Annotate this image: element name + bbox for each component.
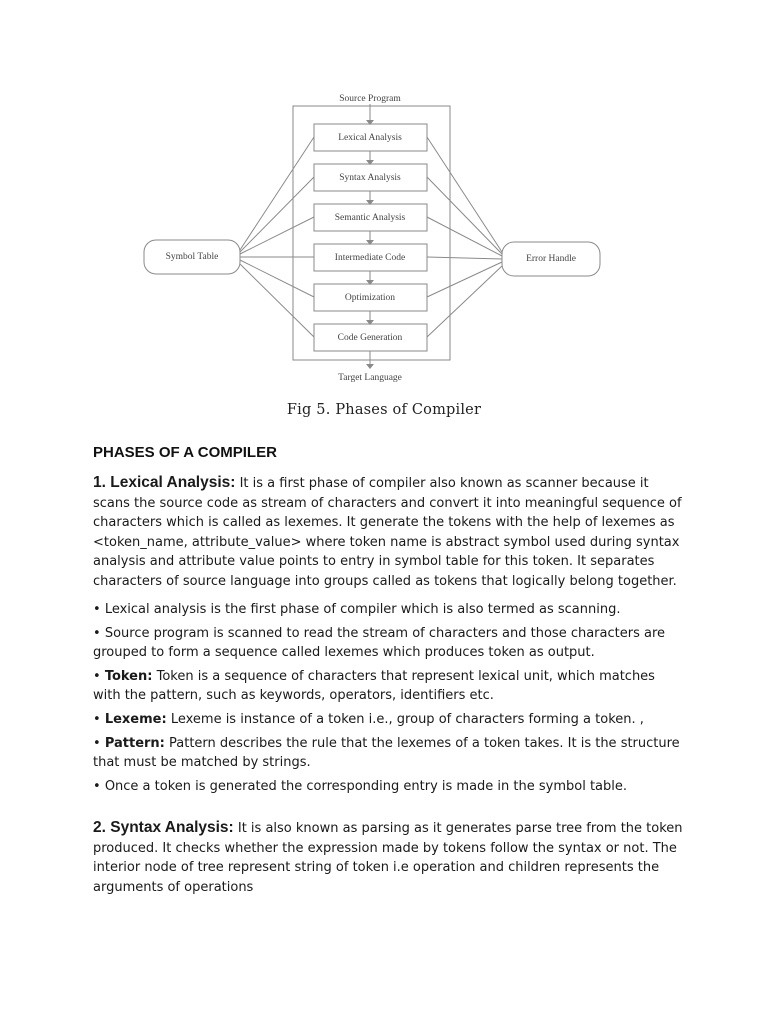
bullet-icon: •	[93, 669, 101, 684]
bullet-text: Lexeme is instance of a token i.e., group of characters forming a token. ,	[170, 712, 644, 727]
bullet-icon: •	[93, 736, 101, 751]
list-item	[93, 600, 683, 619]
phase-label: Semantic Analysis	[334, 213, 406, 223]
list-item	[93, 734, 683, 772]
list-item	[93, 624, 683, 662]
bullet-icon: •	[93, 626, 101, 641]
bullet-icon: •	[93, 602, 101, 617]
section-title: 1. Lexical Analysis:	[93, 474, 236, 491]
section-title: 2. Syntax Analysis:	[93, 819, 234, 836]
source-program-label: Source Program	[339, 94, 401, 104]
section-syntax	[93, 818, 683, 897]
bullet-icon: •	[93, 712, 101, 727]
bullet-text: Pattern describes the rule that the lexemes of a token takes. It is the structure that must be matched by strings.	[93, 736, 680, 770]
section-spacer	[93, 801, 683, 818]
bullet-text: Token is a sequence of characters that represent lexical unit, which matches with the pattern, such as keywords, operators, identifiers etc.	[93, 669, 655, 703]
phase-label: Lexical Analysis	[338, 133, 402, 143]
figure-caption: Fig 5. Phases of Compiler	[286, 402, 482, 418]
section-text: It is a first phase of compiler also known as scanner because it scans the source code as stream of characters and convert it into meaningful sequence of characters which is called as lexemes. It generate the tokens with the help of lexemes as <token_name, attribute_value> where token name is abstract symbol used during syntax analysis and attribute value points to entry in symbol table for this token. It separates characters of source language into groups called as tokens that logically belong together.	[93, 476, 682, 589]
compiler-phases-diagram	[130, 84, 630, 394]
target-language-label: Target Language	[338, 373, 402, 383]
section-text: It is also known as parsing as it generates parse tree from the token produced. It checks whether the expression made by tokens follow the syntax or not. The interior node of tree represent string of token i.e operation and children represents the arguments of operations	[93, 821, 683, 895]
bullet-term: Pattern:	[104, 736, 165, 751]
phase-label: Optimization	[344, 293, 396, 303]
bullet-term: Token:	[104, 669, 153, 684]
error-handler-label: Error Handle	[526, 254, 576, 264]
document-body	[93, 444, 683, 906]
bullet-term: Lexeme:	[104, 712, 167, 727]
bullet-text: Lexical analysis is the first phase of compiler which is also termed as scanning.	[104, 602, 621, 617]
bullet-text: Source program is scanned to read the stream of characters and those characters are grouped to form a sequence called lexemes which produces token as output.	[93, 626, 666, 660]
bullet-icon: •	[93, 779, 101, 794]
list-item	[93, 710, 683, 729]
list-item	[93, 667, 683, 705]
bullet-text: Once a token is generated the corresponding entry is made in the symbol table.	[104, 779, 628, 794]
phase-label: Intermediate Code	[334, 253, 406, 263]
list-item	[93, 777, 683, 796]
symbol-table-label: Symbol Table	[165, 252, 219, 262]
phase-label: Syntax Analysis	[339, 173, 401, 183]
section-lexical	[93, 473, 683, 591]
phase-label: Code Generation	[337, 333, 403, 343]
page-heading: PHASES OF A COMPILER	[93, 444, 277, 461]
diagram-graphics	[130, 84, 630, 394]
